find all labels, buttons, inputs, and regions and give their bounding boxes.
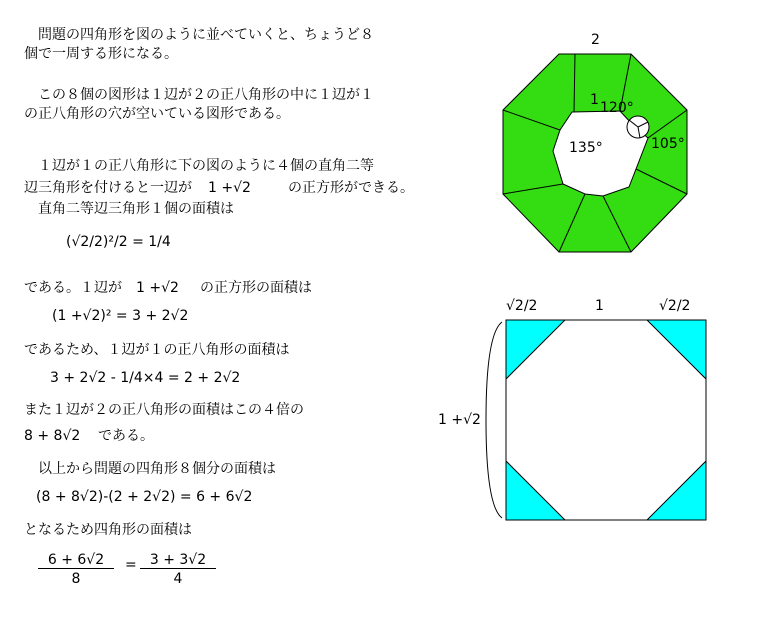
paragraph-2-line-2: の正八角形の穴が空いている図形である。 <box>24 106 290 122</box>
math-octagon1-area: 3 + 2√2 - 1/4×4 = 2 + 2√2 <box>50 370 241 386</box>
square-outline <box>506 320 706 520</box>
fraction-1-numerator: 6 + 6√2 <box>38 552 114 569</box>
paragraph-3-line-3: 直角二等辺三角形１個の面積は <box>24 201 234 217</box>
paragraph-7-line-1: 以上から問題の四角形８個分の面積は <box>24 461 276 477</box>
math-total-area: (8 + 8√2)-(2 + 2√2) = 6 + 6√2 <box>36 489 253 505</box>
paragraph-4-line-1a: である。１辺が <box>24 280 122 296</box>
paragraph-6-line-1: また１辺が２の正八角形の面積はこの４倍の <box>24 402 304 418</box>
equals-sign: = <box>125 557 137 573</box>
paragraph-3-line-2b: の正方形ができる。 <box>288 180 414 196</box>
paragraph-1-line-2: 個で一周する形になる。 <box>24 46 178 62</box>
math-octagon2-area: 8 + 8√2 <box>24 428 81 444</box>
side-length-label: 1 +√2 <box>438 412 481 428</box>
fraction-2-numerator: 3 + 3√2 <box>140 552 216 569</box>
angle-105-label: 105° <box>651 136 685 152</box>
math-one-plus-sqrt2-a: 1 +√2 <box>208 180 251 196</box>
paragraph-5-line-1: であるため、１辺が１の正八角形の面積は <box>24 342 290 358</box>
top-middle-length-label: 1 <box>595 298 604 314</box>
outer-side-label: 2 <box>591 32 600 48</box>
inner-side-label: 1 <box>590 92 599 108</box>
math-square-area: (1 +√2)² = 3 + 2√2 <box>52 308 189 324</box>
paragraph-6-line-2b: である。 <box>98 428 154 444</box>
fraction-1-denominator: 8 <box>71 571 81 587</box>
paragraph-8-line-1: となるため四角形の面積は <box>24 522 192 538</box>
paragraph-1-line-1: 問題の四角形を図のように並べていくと、ちょうど８ <box>24 27 374 43</box>
paragraph-2-line-1: この８個の図形は１辺が２の正八角形の中に１辺が１ <box>24 87 374 103</box>
paragraph-3-line-2a: 辺三角形を付けると一辺が <box>24 180 192 196</box>
paragraph-4-line-1b: の正方形の面積は <box>200 280 312 296</box>
angle-120-label: 120° <box>600 100 634 116</box>
math-one-plus-sqrt2-b: 1 +√2 <box>136 280 179 296</box>
angle-135-label: 135° <box>569 140 603 156</box>
side-brace <box>486 322 502 518</box>
top-left-length-label: √2/2 <box>506 298 538 314</box>
paragraph-3-line-1: １辺が１の正八角形に下の図のように４個の直角二等 <box>24 158 374 174</box>
math-triangle-area: (√2/2)²/2 = 1/4 <box>66 234 171 250</box>
top-right-length-label: √2/2 <box>659 298 691 314</box>
fraction-2-denominator: 4 <box>173 571 183 587</box>
